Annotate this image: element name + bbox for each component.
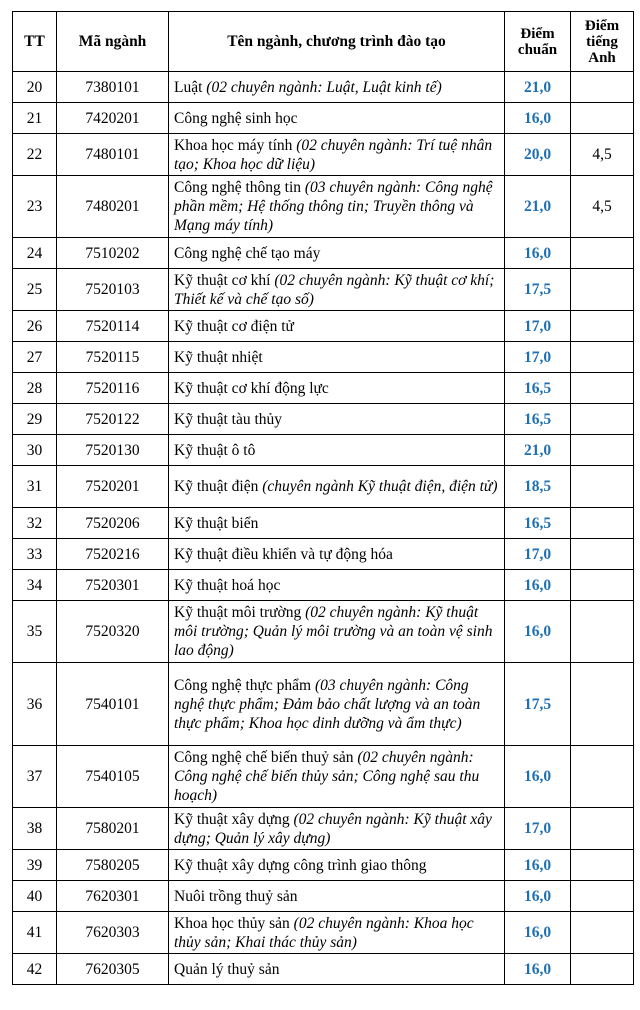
table-row <box>13 508 634 539</box>
row-english <box>571 850 634 881</box>
row-name <box>169 238 505 269</box>
row-name <box>169 342 505 373</box>
row-tt: 27 <box>13 342 57 373</box>
row-name <box>169 404 505 435</box>
row-name <box>169 72 505 103</box>
row-tt: 23 <box>13 176 57 238</box>
program-name: Kỹ thuật cơ khí <box>174 271 275 289</box>
row-score: 20,0 <box>505 134 571 176</box>
row-name <box>169 134 505 176</box>
row-code: 7520116 <box>57 373 169 404</box>
row-code: 7620305 <box>57 954 169 985</box>
row-code: 7480201 <box>57 176 169 238</box>
row-name <box>169 311 505 342</box>
table-row <box>13 466 634 508</box>
row-name <box>169 808 505 850</box>
row-code: 7620303 <box>57 912 169 954</box>
row-code: 7540101 <box>57 663 169 746</box>
row-score: 16,5 <box>505 508 571 539</box>
table-row <box>13 435 634 466</box>
table-row <box>13 72 634 103</box>
row-code: 7540105 <box>57 746 169 808</box>
row-tt: 31 <box>13 466 57 508</box>
row-tt: 22 <box>13 134 57 176</box>
table-row <box>13 601 634 663</box>
row-tt: 37 <box>13 746 57 808</box>
row-score: 16,0 <box>505 601 571 663</box>
row-english <box>571 508 634 539</box>
row-score: 17,0 <box>505 342 571 373</box>
table-row <box>13 850 634 881</box>
row-score: 16,0 <box>505 746 571 808</box>
header-english: Điểm tiếng Anh <box>571 12 634 72</box>
row-english <box>571 954 634 985</box>
row-score: 21,0 <box>505 176 571 238</box>
row-tt: 25 <box>13 269 57 311</box>
row-code: 7520216 <box>57 539 169 570</box>
program-name: Nuôi trồng thuỷ sản <box>174 887 298 905</box>
row-english <box>571 72 634 103</box>
row-name <box>169 601 505 663</box>
row-code: 7380101 <box>57 72 169 103</box>
row-score: 16,0 <box>505 238 571 269</box>
row-english <box>571 881 634 912</box>
row-code: 7420201 <box>57 103 169 134</box>
program-note: (03 chuyên ngành: Công nghệ thực phẩm; Đảm bảo chất lượng và an toàn thực phẩm; Khoa học dinh dưỡng và ẩm thực) <box>174 676 481 732</box>
program-note: (02 chuyên ngành: Trí tuệ nhân tạo; Khoa học dữ liệu) <box>174 136 493 173</box>
table-row <box>13 570 634 601</box>
row-name <box>169 373 505 404</box>
row-tt: 39 <box>13 850 57 881</box>
row-name <box>169 881 505 912</box>
program-name: Kỹ thuật điều khiển và tự động hóa <box>174 545 393 563</box>
row-score: 18,5 <box>505 466 571 508</box>
program-note: (chuyên ngành Kỹ thuật điện, điện tử) <box>262 478 498 495</box>
row-english <box>571 808 634 850</box>
program-name: Công nghệ chế biến thuỷ sản <box>174 749 358 766</box>
row-name <box>169 466 505 508</box>
row-name <box>169 954 505 985</box>
row-name <box>169 103 505 134</box>
program-name: Kỹ thuật môi trường <box>174 604 306 621</box>
row-english <box>571 539 634 570</box>
row-name <box>169 912 505 954</box>
table-row <box>13 881 634 912</box>
table-row <box>13 746 634 808</box>
program-name: Kỹ thuật cơ khí động lực <box>174 379 329 397</box>
row-score: 16,0 <box>505 954 571 985</box>
program-name: Kỹ thuật nhiệt <box>174 348 263 366</box>
row-tt: 36 <box>13 663 57 746</box>
row-code: 7520103 <box>57 269 169 311</box>
row-code: 7620301 <box>57 881 169 912</box>
table-row <box>13 176 634 238</box>
row-tt: 41 <box>13 912 57 954</box>
program-name: Kỹ thuật xây dựng công trình giao thông <box>174 856 427 874</box>
row-score: 16,0 <box>505 103 571 134</box>
table-row <box>13 663 634 746</box>
row-name <box>169 663 505 746</box>
table-row <box>13 238 634 269</box>
row-name <box>169 850 505 881</box>
row-english <box>571 466 634 508</box>
row-score: 21,0 <box>505 435 571 466</box>
table-row <box>13 269 634 311</box>
table-row <box>13 134 634 176</box>
row-english <box>571 238 634 269</box>
row-name <box>169 539 505 570</box>
row-score: 16,0 <box>505 570 571 601</box>
row-english <box>571 311 634 342</box>
program-name: Kỹ thuật xây dựng <box>174 810 294 828</box>
row-score: 17,0 <box>505 539 571 570</box>
row-english: 4,5 <box>571 134 634 176</box>
row-english: 4,5 <box>571 176 634 238</box>
program-note: (02 chuyên ngành: Công nghệ chế biến thủy sản; Công nghệ sau thu hoạch) <box>174 749 480 804</box>
table-row <box>13 912 634 954</box>
row-code: 7520115 <box>57 342 169 373</box>
row-name <box>169 176 505 238</box>
program-note: (02 chuyên ngành: Luật, Luật kinh tế) <box>206 78 442 96</box>
header-tt: TT <box>13 12 57 72</box>
row-score: 17,0 <box>505 311 571 342</box>
program-note: (02 chuyên ngành: Kỹ thuật cơ khí; Thiết kế và chế tạo số) <box>174 271 495 308</box>
table-row <box>13 103 634 134</box>
row-tt: 21 <box>13 103 57 134</box>
table-row <box>13 373 634 404</box>
row-tt: 34 <box>13 570 57 601</box>
program-name: Công nghệ thông tin <box>174 179 305 196</box>
row-code: 7510202 <box>57 238 169 269</box>
row-score: 16,5 <box>505 404 571 435</box>
row-english <box>571 663 634 746</box>
program-note: (02 chuyên ngành: Kỹ thuật môi trường; Quản lý môi trường và an toàn vệ sinh lao động) <box>174 604 493 659</box>
program-name: Luật <box>174 78 207 96</box>
program-name: Kỹ thuật điện <box>174 478 263 495</box>
row-english <box>571 404 634 435</box>
row-code: 7520201 <box>57 466 169 508</box>
row-tt: 24 <box>13 238 57 269</box>
row-tt: 29 <box>13 404 57 435</box>
row-score: 16,0 <box>505 850 571 881</box>
header-name: Tên ngành, chương trình đào tạo <box>169 12 505 72</box>
row-english <box>571 103 634 134</box>
program-name: Kỹ thuật ô tô <box>174 441 256 459</box>
row-name <box>169 746 505 808</box>
row-tt: 33 <box>13 539 57 570</box>
row-score: 16,0 <box>505 881 571 912</box>
row-code: 7580205 <box>57 850 169 881</box>
row-tt: 30 <box>13 435 57 466</box>
row-tt: 35 <box>13 601 57 663</box>
row-english <box>571 601 634 663</box>
program-name: Kỹ thuật hoá học <box>174 576 281 594</box>
program-name: Công nghệ sinh học <box>174 109 298 127</box>
program-name: Kỹ thuật biển <box>174 514 259 532</box>
row-english <box>571 746 634 808</box>
header-score: Điểm chuẩn <box>505 12 571 72</box>
row-english <box>571 373 634 404</box>
row-tt: 32 <box>13 508 57 539</box>
program-name: Kỹ thuật tàu thủy <box>174 410 283 428</box>
table-row <box>13 954 634 985</box>
row-name <box>169 570 505 601</box>
table-row <box>13 539 634 570</box>
row-english <box>571 269 634 311</box>
program-name: Khoa học máy tính <box>174 136 297 154</box>
row-english <box>571 570 634 601</box>
row-code: 7520301 <box>57 570 169 601</box>
row-tt: 42 <box>13 954 57 985</box>
table-row <box>13 311 634 342</box>
admission-scores-table <box>12 11 634 985</box>
row-code: 7520320 <box>57 601 169 663</box>
row-tt: 38 <box>13 808 57 850</box>
table-row <box>13 808 634 850</box>
row-code: 7520130 <box>57 435 169 466</box>
row-score: 17,5 <box>505 269 571 311</box>
table-body <box>13 72 634 985</box>
program-name: Kỹ thuật cơ điện tử <box>174 317 294 335</box>
row-english <box>571 435 634 466</box>
header-row <box>13 12 634 72</box>
program-note: (02 chuyên ngành: Khoa học thủy sản; Khai thác thủy sản) <box>174 914 474 951</box>
program-name: Công nghệ thực phẩm <box>174 676 315 694</box>
row-tt: 20 <box>13 72 57 103</box>
program-name: Công nghệ chế tạo máy <box>174 244 321 262</box>
program-name: Khoa học thủy sản <box>174 914 294 932</box>
table-row <box>13 404 634 435</box>
row-code: 7520206 <box>57 508 169 539</box>
program-note: (02 chuyên ngành: Kỹ thuật xây dựng; Quản lý xây dựng) <box>174 810 492 847</box>
row-score: 16,5 <box>505 373 571 404</box>
row-name <box>169 508 505 539</box>
row-score: 16,0 <box>505 912 571 954</box>
row-english <box>571 342 634 373</box>
row-english <box>571 912 634 954</box>
program-note: (03 chuyên ngành: Công nghệ phần mềm; Hệ thống thông tin; Truyền thông và Mạng máy tính) <box>174 179 493 234</box>
row-code: 7520122 <box>57 404 169 435</box>
table-row <box>13 342 634 373</box>
row-tt: 28 <box>13 373 57 404</box>
row-code: 7480101 <box>57 134 169 176</box>
row-code: 7520114 <box>57 311 169 342</box>
row-name <box>169 435 505 466</box>
row-score: 17,5 <box>505 663 571 746</box>
row-name <box>169 269 505 311</box>
row-score: 21,0 <box>505 72 571 103</box>
header-code: Mã ngành <box>57 12 169 72</box>
program-name: Quản lý thuỷ sản <box>174 960 280 978</box>
row-score: 17,0 <box>505 808 571 850</box>
row-tt: 26 <box>13 311 57 342</box>
row-tt: 40 <box>13 881 57 912</box>
row-code: 7580201 <box>57 808 169 850</box>
